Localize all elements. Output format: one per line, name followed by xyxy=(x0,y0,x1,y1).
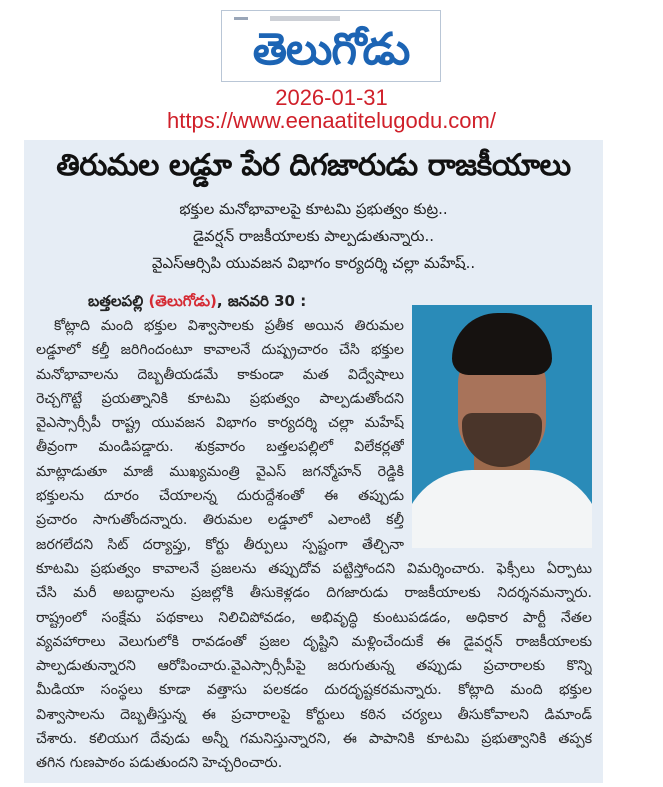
body-line: మనోభావాలను దెబ్బతీయడమే కాకుండా మత విద్వేషాలు xyxy=(36,366,404,383)
dateline-brand: (తెలుగోడు) xyxy=(148,292,217,310)
logo-text: తెలుగోడు xyxy=(252,24,410,75)
logo-small-mark xyxy=(234,17,248,20)
article-body-lower xyxy=(36,557,592,776)
body-line: మాట్లాడుతూ మాజీ ముఖ్యమంత్రి వైఎస్ జగన్మోహన్ రెడ్డికి xyxy=(36,463,404,480)
subhead: వైఎస్ఆర్సిపి యువజన విభాగం కార్యదర్శి చల్లా మహేష్.. xyxy=(151,254,476,272)
body-line: భక్తులను దూరం చేయాలన్న దురుద్దేశంతో ఈ తప్పుడు xyxy=(36,488,404,505)
body-line: చేశారు. కలియుగ దేవుడు అన్నీ గమనిస్తున్నారని, ఈ పాపానికి కూటమి ప్రభుత్వానికి తప్పక xyxy=(36,731,592,748)
body-line: రెచ్చగొట్టే ప్రయత్నానికి కూటమి ప్రభుత్వం పాల్పడుతోందని xyxy=(36,390,404,407)
subhead: డైవర్షన్ రాజకీయాలకు పాల్పడుతున్నారు.. xyxy=(192,227,435,245)
body-line: వ్యవహారాలు వెలుగులోకి రావడంతో ప్రజల దృష్టిని మళ్లించేందుకే ఈ డైవర్షన్ రాజకీయాలకు xyxy=(36,633,592,650)
body-line: రాష్ట్రంలో సంక్షేమ పథకాలు నిలిచిపోవడం, అభివృద్ధి కుంటుపడడం, అధికార పార్టీ నేతల xyxy=(36,609,592,626)
dateline-date: , జనవరి 30 : xyxy=(216,292,307,310)
body-line: ప్రచారం సాగుతోందన్నారు. తిరుమల లడ్డూలో ఎలాంటి కల్తీ xyxy=(36,512,404,529)
body-line: చేసి మరీ అబద్ధాలను ప్రజల్లోకి తీసుకెళ్లడం దిగజారుడు రాజకీయాలకు నిదర్శనమన్నారు. xyxy=(36,585,592,602)
body-line: తగిన గుణపాఠం పడుతుందని హెచ్చరించారు. xyxy=(36,755,283,772)
dateline xyxy=(88,292,306,314)
publication-date: 2026-01-31 xyxy=(275,85,388,110)
body-line: వైఎస్సార్సీపీ రాష్ట్ర యువజన విభాగం కార్యదర్శి చల్లా మహేష్ xyxy=(36,415,404,432)
article-panel xyxy=(24,140,603,783)
headline: తిరుమల లడ్డూ పేర దిగజారుడు రాజకీయాలు xyxy=(56,148,571,183)
newspaper-logo xyxy=(221,10,441,82)
body-line: పాల్పడుతున్నారని ఆరోపించారు.వైఎస్సార్సీపీపై జరుగుతున్న తప్పుడు ప్రచారాలకు కొన్ని xyxy=(36,658,592,675)
body-line: జరగలేదని సిట్ దర్యాప్తు, కోర్టు తీర్పులు స్పష్టంగా తేల్చినా xyxy=(36,536,404,553)
body-line: తీవ్రంగా మండిపడ్డారు. శుక్రవారం బత్తలపల్లిలో విలేకర్లతో xyxy=(36,439,404,456)
body-line: లడ్డూలో కల్తీ జరిగిందంటూ కావాలనే దుష్ప్రచారం చేసి భక్తుల xyxy=(36,342,404,359)
article-body-upper xyxy=(36,314,404,557)
subheadings xyxy=(24,196,603,277)
portrait-photo xyxy=(412,305,592,548)
subhead: భక్తుల మనోభావాలపై కూటమి ప్రభుత్వం కుట్ర.. xyxy=(179,200,448,218)
dateline-place: బత్తలపల్లి xyxy=(88,292,144,310)
body-line: మీడియా సంస్థలు కూడా వత్తాసు పలకడం దురదృష్టకరమన్నారు. కోట్లాది మంది భక్తుల xyxy=(36,682,592,699)
website-url[interactable]: https://www.eenaatitelugodu.com/ xyxy=(167,108,496,133)
body-line: విశ్వాసాలను దెబ్బతీస్తున్న ఈ ప్రచారాలపై కోర్టులు కఠిన చర్యలు తీసుకోవాలని డిమాండ్ xyxy=(36,706,592,723)
body-line: కోట్లాది మంది భక్తుల విశ్వాసాలకు ప్రతీక అయిన తిరుమల xyxy=(54,318,404,334)
body-line: కూటమి ప్రభుత్వం కావాలనే ప్రజలను తప్పుదోవ పట్టిస్తోందని విమర్శించారు. ఫెక్సీలు ఏర్పాటు xyxy=(36,561,592,577)
